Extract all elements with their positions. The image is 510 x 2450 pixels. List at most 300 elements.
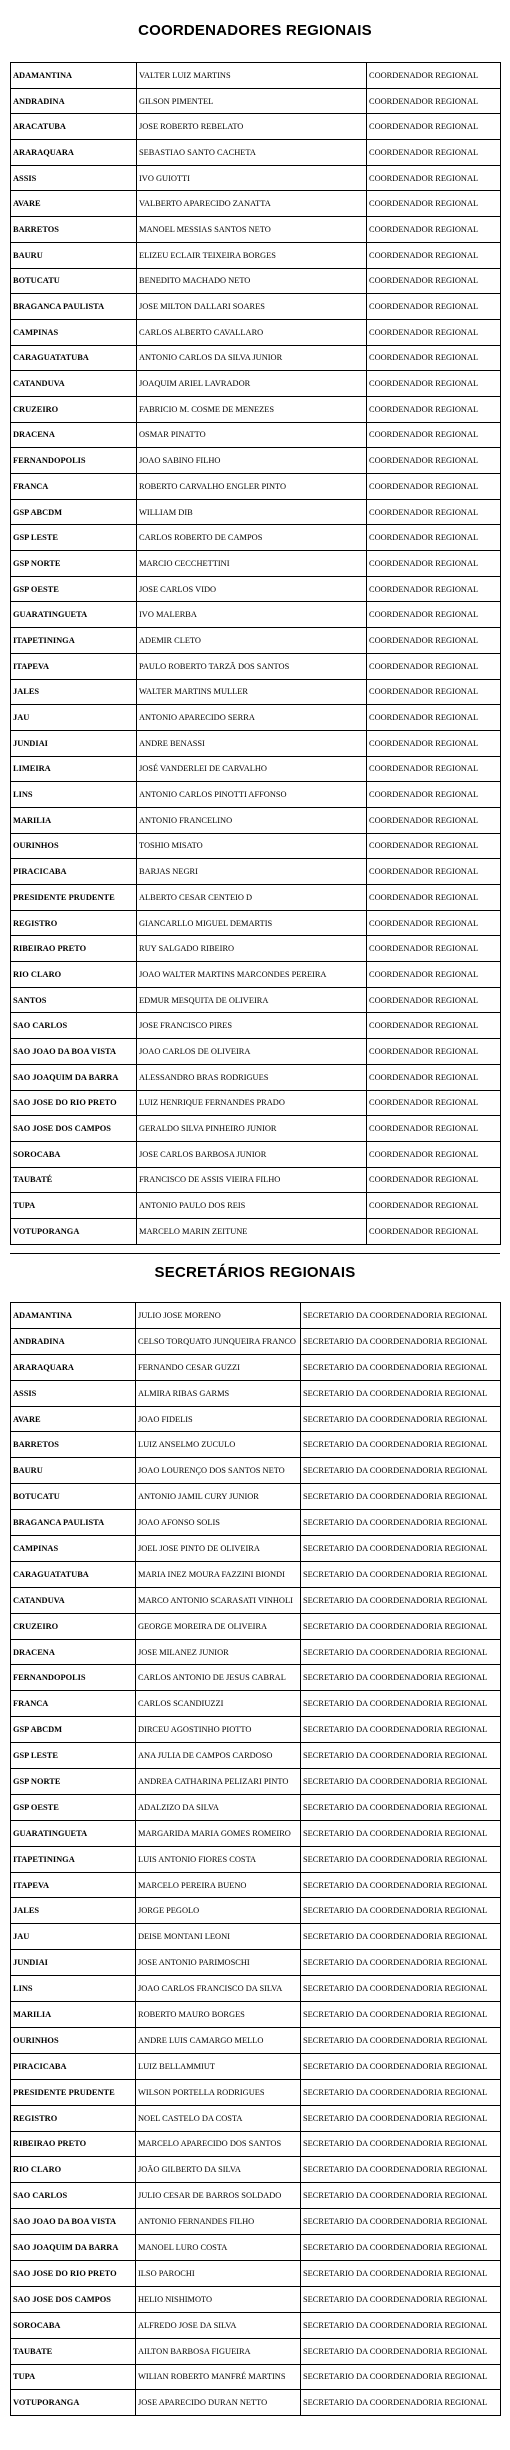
table-row [11, 910, 501, 936]
region-cell: GSP OESTE [11, 1794, 136, 1820]
table-row [11, 1193, 501, 1219]
region-cell: ITAPEVA [11, 653, 137, 679]
table-row [11, 242, 501, 268]
coordenadores-tbody [11, 63, 501, 1245]
region-cell: BOTUCATU [11, 268, 137, 294]
region-cell: CATANDUVA [11, 1587, 136, 1613]
person-name-cell: BENEDITO MACHADO NETO [137, 268, 367, 294]
table-row [11, 1872, 501, 1898]
region-cell: CARAGUATATUBA [11, 1561, 136, 1587]
role-cell: COORDENADOR REGIONAL [367, 1116, 501, 1142]
region-cell: ADAMANTINA [11, 1303, 136, 1329]
role-cell: COORDENADOR REGIONAL [367, 525, 501, 551]
table-row [11, 191, 501, 217]
person-name-cell: LUIS ANTONIO FIORES COSTA [136, 1846, 301, 1872]
person-name-cell: WALTER MARTINS MULLER [137, 679, 367, 705]
region-cell: RIBEIRAO PRETO [11, 936, 137, 962]
secretarios-title: SECRETÁRIOS REGIONAIS [154, 1264, 356, 1281]
role-cell: SECRETARIO DA COORDENADORIA REGIONAL [301, 1691, 501, 1717]
role-cell: COORDENADOR REGIONAL [367, 1193, 501, 1219]
person-name-cell: CARLOS ANTONIO DE JESUS CABRAL [136, 1665, 301, 1691]
role-cell: SECRETARIO DA COORDENADORIA REGIONAL [301, 2002, 501, 2028]
role-cell: SECRETARIO DA COORDENADORIA REGIONAL [301, 1587, 501, 1613]
region-cell: GSP LESTE [11, 525, 137, 551]
role-cell: SECRETARIO DA COORDENADORIA REGIONAL [301, 1380, 501, 1406]
region-cell: LINS [11, 1976, 136, 2002]
role-cell: COORDENADOR REGIONAL [367, 1167, 501, 1193]
person-name-cell: JOSE MILANEZ JUNIOR [136, 1639, 301, 1665]
table-row [11, 576, 501, 602]
person-name-cell: PAULO ROBERTO TARZÃ DOS SANTOS [137, 653, 367, 679]
person-name-cell: MARCELO PEREIRA BUENO [136, 1872, 301, 1898]
table-row [11, 2079, 501, 2105]
role-cell: SECRETARIO DA COORDENADORIA REGIONAL [301, 1536, 501, 1562]
region-cell: GUARATINGUETA [11, 602, 137, 628]
role-cell: SECRETARIO DA COORDENADORIA REGIONAL [301, 1432, 501, 1458]
table-row [11, 962, 501, 988]
role-cell: SECRETARIO DA COORDENADORIA REGIONAL [301, 1976, 501, 2002]
table-row [11, 2105, 501, 2131]
role-cell: SECRETARIO DA COORDENADORIA REGIONAL [301, 2286, 501, 2312]
person-name-cell: VALBERTO APARECIDO ZANATTA [137, 191, 367, 217]
role-cell: COORDENADOR REGIONAL [367, 88, 501, 114]
person-name-cell: ADEMIR CLETO [137, 628, 367, 654]
table-row [11, 1924, 501, 1950]
table-row [11, 217, 501, 243]
person-name-cell: JOSE ANTONIO PARIMOSCHI [136, 1950, 301, 1976]
region-cell: DRACENA [11, 422, 137, 448]
table-row [11, 1328, 501, 1354]
table-row [11, 1039, 501, 1065]
role-cell: COORDENADOR REGIONAL [367, 859, 501, 885]
region-cell: VOTUPORANGA [11, 2390, 136, 2416]
table-row [11, 165, 501, 191]
region-cell: SAO JOSE DO RIO PRETO [11, 2260, 136, 2286]
region-cell: OURINHOS [11, 2027, 136, 2053]
region-cell: SAO JOAQUIM DA BARRA [11, 1064, 137, 1090]
table-row [11, 88, 501, 114]
region-cell: GSP NORTE [11, 1769, 136, 1795]
person-name-cell: RUY SALGADO RIBEIRO [137, 936, 367, 962]
table-row [11, 1510, 501, 1536]
table-row [11, 525, 501, 551]
table-row [11, 2131, 501, 2157]
person-name-cell: TOSHIO MISATO [137, 833, 367, 859]
role-cell: COORDENADOR REGIONAL [367, 165, 501, 191]
table-row [11, 1691, 501, 1717]
role-cell: COORDENADOR REGIONAL [367, 191, 501, 217]
role-cell: SECRETARIO DA COORDENADORIA REGIONAL [301, 1717, 501, 1743]
role-cell: COORDENADOR REGIONAL [367, 1013, 501, 1039]
person-name-cell: JORGE PEGOLO [136, 1898, 301, 1924]
role-cell: COORDENADOR REGIONAL [367, 474, 501, 500]
table-row [11, 1898, 501, 1924]
table-row [11, 885, 501, 911]
secretarios-table [10, 1302, 501, 2416]
role-cell: SECRETARIO DA COORDENADORIA REGIONAL [301, 1328, 501, 1354]
person-name-cell: ANTONIO CARLOS DA SILVA JUNIOR [137, 345, 367, 371]
region-cell: CAMPINAS [11, 1536, 136, 1562]
person-name-cell: ANTONIO CARLOS PINOTTI AFFONSO [137, 782, 367, 808]
region-cell: AVARE [11, 1406, 136, 1432]
role-cell: SECRETARIO DA COORDENADORIA REGIONAL [301, 1561, 501, 1587]
person-name-cell: WILLIAM DIB [137, 499, 367, 525]
role-cell: COORDENADOR REGIONAL [367, 114, 501, 140]
table-row [11, 833, 501, 859]
person-name-cell: JOAO CARLOS FRANCISCO DA SILVA [136, 1976, 301, 2002]
table-row [11, 1303, 501, 1329]
region-cell: SAO CARLOS [11, 1013, 137, 1039]
person-name-cell: VALTER LUIZ MARTINS [137, 63, 367, 89]
region-cell: BAURU [11, 1458, 136, 1484]
region-cell: ASSIS [11, 1380, 136, 1406]
role-cell: SECRETARIO DA COORDENADORIA REGIONAL [301, 2390, 501, 2416]
person-name-cell: JULIO CESAR DE BARROS SOLDADO [136, 2183, 301, 2209]
person-name-cell: JOAO AFONSO SOLIS [136, 1510, 301, 1536]
region-cell: SAO JOAO DA BOA VISTA [11, 1039, 137, 1065]
person-name-cell: JOSE APARECIDO DURAN NETTO [136, 2390, 301, 2416]
table-row [11, 2364, 501, 2390]
person-name-cell: EDMUR MESQUITA DE OLIVEIRA [137, 987, 367, 1013]
table-row [11, 1665, 501, 1691]
role-cell: COORDENADOR REGIONAL [367, 628, 501, 654]
table-row [11, 1950, 501, 1976]
region-cell: TUPA [11, 1193, 137, 1219]
table-row [11, 987, 501, 1013]
role-cell: COORDENADOR REGIONAL [367, 602, 501, 628]
role-cell: COORDENADOR REGIONAL [367, 1039, 501, 1065]
region-cell: GSP ABCDM [11, 1717, 136, 1743]
region-cell: AVARE [11, 191, 137, 217]
table-row [11, 2390, 501, 2416]
table-row [11, 319, 501, 345]
role-cell: SECRETARIO DA COORDENADORIA REGIONAL [301, 2105, 501, 2131]
region-cell: REGISTRO [11, 910, 137, 936]
role-cell: COORDENADOR REGIONAL [367, 499, 501, 525]
region-cell: ARACATUBA [11, 114, 137, 140]
table-row [11, 63, 501, 89]
region-cell: ANDRADINA [11, 1328, 136, 1354]
role-cell: SECRETARIO DA COORDENADORIA REGIONAL [301, 1769, 501, 1795]
person-name-cell: GERALDO SILVA PINHEIRO JUNIOR [137, 1116, 367, 1142]
region-cell: PIRACICABA [11, 859, 137, 885]
person-name-cell: SEBASTIAO SANTO CACHETA [137, 140, 367, 166]
role-cell: COORDENADOR REGIONAL [367, 679, 501, 705]
role-cell: COORDENADOR REGIONAL [367, 705, 501, 731]
region-cell: GSP OESTE [11, 576, 137, 602]
table-row [11, 1976, 501, 2002]
role-cell: COORDENADOR REGIONAL [367, 242, 501, 268]
role-cell: SECRETARIO DA COORDENADORIA REGIONAL [301, 2364, 501, 2390]
region-cell: BARRETOS [11, 1432, 136, 1458]
table-row [11, 1743, 501, 1769]
table-row [11, 1769, 501, 1795]
person-name-cell: CELSO TORQUATO JUNQUEIRA FRANCO [136, 1328, 301, 1354]
secretarios-tbody [11, 1303, 501, 2416]
region-cell: TAUBATE [11, 2338, 136, 2364]
region-cell: SAO JOSE DO RIO PRETO [11, 1090, 137, 1116]
table-row [11, 1846, 501, 1872]
region-cell: CRUZEIRO [11, 1613, 136, 1639]
table-row [11, 1536, 501, 1562]
table-row [11, 268, 501, 294]
person-name-cell: WILSON PORTELLA RODRIGUES [136, 2079, 301, 2105]
role-cell: SECRETARIO DA COORDENADORIA REGIONAL [301, 1639, 501, 1665]
person-name-cell: MARIA INEZ MOURA FAZZINI BIONDI [136, 1561, 301, 1587]
person-name-cell: JOAQUIM ARIEL LAVRADOR [137, 371, 367, 397]
person-name-cell: JULIO JOSE MORENO [136, 1303, 301, 1329]
region-cell: BRAGANCA PAULISTA [11, 1510, 136, 1536]
role-cell: SECRETARIO DA COORDENADORIA REGIONAL [301, 1510, 501, 1536]
person-name-cell: MARCIO CECCHETTINI [137, 551, 367, 577]
table-row [11, 474, 501, 500]
person-name-cell: JOAO WALTER MARTINS MARCONDES PEREIRA [137, 962, 367, 988]
role-cell: SECRETARIO DA COORDENADORIA REGIONAL [301, 1406, 501, 1432]
role-cell: COORDENADOR REGIONAL [367, 833, 501, 859]
region-cell: GSP NORTE [11, 551, 137, 577]
table-row [11, 730, 501, 756]
table-row [11, 371, 501, 397]
region-cell: SAO JOSE DOS CAMPOS [11, 2286, 136, 2312]
table-row [11, 1013, 501, 1039]
person-name-cell: JOEL JOSE PINTO DE OLIVEIRA [136, 1536, 301, 1562]
region-cell: PRESIDENTE PRUDENTE [11, 885, 137, 911]
person-name-cell: JOÃO GILBERTO DA SILVA [136, 2157, 301, 2183]
region-cell: ARARAQUARA [11, 140, 137, 166]
person-name-cell: AILTON BARBOSA FIGUEIRA [136, 2338, 301, 2364]
role-cell: COORDENADOR REGIONAL [367, 1218, 501, 1244]
region-cell: SAO CARLOS [11, 2183, 136, 2209]
table-row [11, 2027, 501, 2053]
person-name-cell: MANOEL LURO COSTA [136, 2235, 301, 2261]
region-cell: DRACENA [11, 1639, 136, 1665]
region-cell: REGISTRO [11, 2105, 136, 2131]
person-name-cell: DIRCEU AGOSTINHO PIOTTO [136, 1717, 301, 1743]
person-name-cell: ALESSANDRO BRAS RODRIGUES [137, 1064, 367, 1090]
region-cell: ITAPETININGA [11, 1846, 136, 1872]
region-cell: PRESIDENTE PRUDENTE [11, 2079, 136, 2105]
region-cell: ITAPEVA [11, 1872, 136, 1898]
table-row [11, 859, 501, 885]
role-cell: COORDENADOR REGIONAL [367, 962, 501, 988]
role-cell: COORDENADOR REGIONAL [367, 294, 501, 320]
role-cell: COORDENADOR REGIONAL [367, 910, 501, 936]
role-cell: SECRETARIO DA COORDENADORIA REGIONAL [301, 2131, 501, 2157]
region-cell: JAU [11, 1924, 136, 1950]
region-cell: FERNANDOPOLIS [11, 448, 137, 474]
role-cell: SECRETARIO DA COORDENADORIA REGIONAL [301, 1846, 501, 1872]
table-row [11, 705, 501, 731]
person-name-cell: OSMAR PINATTO [137, 422, 367, 448]
role-cell: COORDENADOR REGIONAL [367, 371, 501, 397]
table-row [11, 1141, 501, 1167]
region-cell: CAMPINAS [11, 319, 137, 345]
region-cell: ASSIS [11, 165, 137, 191]
person-name-cell: ANDRE LUIS CAMARGO MELLO [136, 2027, 301, 2053]
person-name-cell: FRANCISCO DE ASSIS VIEIRA FILHO [137, 1167, 367, 1193]
region-cell: CARAGUATATUBA [11, 345, 137, 371]
table-row [11, 1380, 501, 1406]
person-name-cell: FABRICIO M. COSME DE MENEZES [137, 396, 367, 422]
table-row [11, 422, 501, 448]
table-row [11, 936, 501, 962]
table-row [11, 1717, 501, 1743]
role-cell: COORDENADOR REGIONAL [367, 782, 501, 808]
region-cell: CRUZEIRO [11, 396, 137, 422]
role-cell: COORDENADOR REGIONAL [367, 140, 501, 166]
role-cell: COORDENADOR REGIONAL [367, 807, 501, 833]
person-name-cell: JOSE CARLOS VIDO [137, 576, 367, 602]
role-cell: SECRETARIO DA COORDENADORIA REGIONAL [301, 1613, 501, 1639]
person-name-cell: JOAO LOURENÇO DOS SANTOS NETO [136, 1458, 301, 1484]
person-name-cell: ANTONIO JAMIL CURY JUNIOR [136, 1484, 301, 1510]
region-cell: SANTOS [11, 987, 137, 1013]
table-row [11, 140, 501, 166]
table-row [11, 1458, 501, 1484]
region-cell: RIO CLARO [11, 2157, 136, 2183]
person-name-cell: LUIZ HENRIQUE FERNANDES PRADO [137, 1090, 367, 1116]
person-name-cell: JOAO FIDELIS [136, 1406, 301, 1432]
role-cell: COORDENADOR REGIONAL [367, 319, 501, 345]
region-cell: RIBEIRAO PRETO [11, 2131, 136, 2157]
table-row [11, 2235, 501, 2261]
region-cell: SOROCABA [11, 2312, 136, 2338]
role-cell: SECRETARIO DA COORDENADORIA REGIONAL [301, 1924, 501, 1950]
role-cell: COORDENADOR REGIONAL [367, 576, 501, 602]
person-name-cell: ELIZEU ECLAIR TEIXEIRA BORGES [137, 242, 367, 268]
role-cell: SECRETARIO DA COORDENADORIA REGIONAL [301, 2183, 501, 2209]
region-cell: GSP ABCDM [11, 499, 137, 525]
person-name-cell: MARGARIDA MARIA GOMES ROMEIRO [136, 1820, 301, 1846]
role-cell: COORDENADOR REGIONAL [367, 422, 501, 448]
person-name-cell: ANDRE BENASSI [137, 730, 367, 756]
table-row [11, 1116, 501, 1142]
table-row [11, 756, 501, 782]
role-cell: SECRETARIO DA COORDENADORIA REGIONAL [301, 1794, 501, 1820]
person-name-cell: ANTONIO APARECIDO SERRA [137, 705, 367, 731]
region-cell: FRANCA [11, 474, 137, 500]
role-cell: SECRETARIO DA COORDENADORIA REGIONAL [301, 1898, 501, 1924]
role-cell: SECRETARIO DA COORDENADORIA REGIONAL [301, 1303, 501, 1329]
role-cell: COORDENADOR REGIONAL [367, 551, 501, 577]
role-cell: COORDENADOR REGIONAL [367, 885, 501, 911]
region-cell: JAU [11, 705, 137, 731]
person-name-cell: ROBERTO MAURO BORGES [136, 2002, 301, 2028]
person-name-cell: BARJAS NEGRI [137, 859, 367, 885]
person-name-cell: IVO MALERBA [137, 602, 367, 628]
region-cell: SAO JOAO DA BOA VISTA [11, 2209, 136, 2235]
person-name-cell: GEORGE MOREIRA DE OLIVEIRA [136, 1613, 301, 1639]
table-row [11, 2338, 501, 2364]
person-name-cell: ALMIRA RIBAS GARMS [136, 1380, 301, 1406]
table-row [11, 1484, 501, 1510]
region-cell: BAURU [11, 242, 137, 268]
table-row [11, 602, 501, 628]
table-row [11, 1794, 501, 1820]
table-row [11, 2183, 501, 2209]
role-cell: COORDENADOR REGIONAL [367, 936, 501, 962]
region-cell: ANDRADINA [11, 88, 137, 114]
person-name-cell: ALFREDO JOSE DA SILVA [136, 2312, 301, 2338]
table-row [11, 551, 501, 577]
region-cell: CATANDUVA [11, 371, 137, 397]
person-name-cell: ANTONIO PAULO DOS REIS [137, 1193, 367, 1219]
person-name-cell: WILIAN ROBERTO MANFRÉ MARTINS [136, 2364, 301, 2390]
region-cell: TAUBATÉ [11, 1167, 137, 1193]
role-cell: SECRETARIO DA COORDENADORIA REGIONAL [301, 2209, 501, 2235]
region-cell: TUPA [11, 2364, 136, 2390]
table-row [11, 1167, 501, 1193]
role-cell: COORDENADOR REGIONAL [367, 217, 501, 243]
table-row [11, 114, 501, 140]
person-name-cell: JOSE MILTON DALLARI SOARES [137, 294, 367, 320]
region-cell: ARARAQUARA [11, 1354, 136, 1380]
role-cell: COORDENADOR REGIONAL [367, 396, 501, 422]
divider [10, 1253, 500, 1254]
person-name-cell: ANDREA CATHARINA PELIZARI PINTO [136, 1769, 301, 1795]
role-cell: SECRETARIO DA COORDENADORIA REGIONAL [301, 1950, 501, 1976]
table-row [11, 2286, 501, 2312]
role-cell: COORDENADOR REGIONAL [367, 345, 501, 371]
role-cell: COORDENADOR REGIONAL [367, 756, 501, 782]
person-name-cell: FERNANDO CESAR GUZZI [136, 1354, 301, 1380]
region-cell: ITAPETININGA [11, 628, 137, 654]
table-row [11, 653, 501, 679]
table-row [11, 1064, 501, 1090]
person-name-cell: ANTONIO FERNANDES FILHO [136, 2209, 301, 2235]
person-name-cell: ANTONIO FRANCELINO [137, 807, 367, 833]
region-cell: OURINHOS [11, 833, 137, 859]
role-cell: COORDENADOR REGIONAL [367, 448, 501, 474]
region-cell: FRANCA [11, 1691, 136, 1717]
person-name-cell: ROBERTO CARVALHO ENGLER PINTO [137, 474, 367, 500]
region-cell: BRAGANCA PAULISTA [11, 294, 137, 320]
table-row [11, 1406, 501, 1432]
person-name-cell: LUIZ ANSELMO ZUCULO [136, 1432, 301, 1458]
person-name-cell: MANOEL MESSIAS SANTOS NETO [137, 217, 367, 243]
table-row [11, 807, 501, 833]
person-name-cell: LUIZ BELLAMMIUT [136, 2053, 301, 2079]
person-name-cell: JOAO SABINO FILHO [137, 448, 367, 474]
person-name-cell: JOSÉ VANDERLEI DE CARVALHO [137, 756, 367, 782]
role-cell: SECRETARIO DA COORDENADORIA REGIONAL [301, 2053, 501, 2079]
table-row [11, 1613, 501, 1639]
person-name-cell: MARCELO APARECIDO DOS SANTOS [136, 2131, 301, 2157]
role-cell: SECRETARIO DA COORDENADORIA REGIONAL [301, 1820, 501, 1846]
table-row [11, 782, 501, 808]
person-name-cell: ANA JULIA DE CAMPOS CARDOSO [136, 1743, 301, 1769]
region-cell: JUNDIAI [11, 1950, 136, 1976]
table-row [11, 1561, 501, 1587]
person-name-cell: GILSON PIMENTEL [137, 88, 367, 114]
table-row [11, 1820, 501, 1846]
table-row [11, 1639, 501, 1665]
person-name-cell: JOAO CARLOS DE OLIVEIRA [137, 1039, 367, 1065]
person-name-cell: IVO GUIOTTI [137, 165, 367, 191]
table-row [11, 1090, 501, 1116]
role-cell: SECRETARIO DA COORDENADORIA REGIONAL [301, 2157, 501, 2183]
table-row [11, 628, 501, 654]
region-cell: JALES [11, 1898, 136, 1924]
role-cell: SECRETARIO DA COORDENADORIA REGIONAL [301, 2260, 501, 2286]
role-cell: SECRETARIO DA COORDENADORIA REGIONAL [301, 2027, 501, 2053]
table-row [11, 2002, 501, 2028]
table-row [11, 2312, 501, 2338]
region-cell: ADAMANTINA [11, 63, 137, 89]
region-cell: LINS [11, 782, 137, 808]
person-name-cell: ALBERTO CESAR CENTEIO D [137, 885, 367, 911]
person-name-cell: DEISE MONTANI LEONI [136, 1924, 301, 1950]
